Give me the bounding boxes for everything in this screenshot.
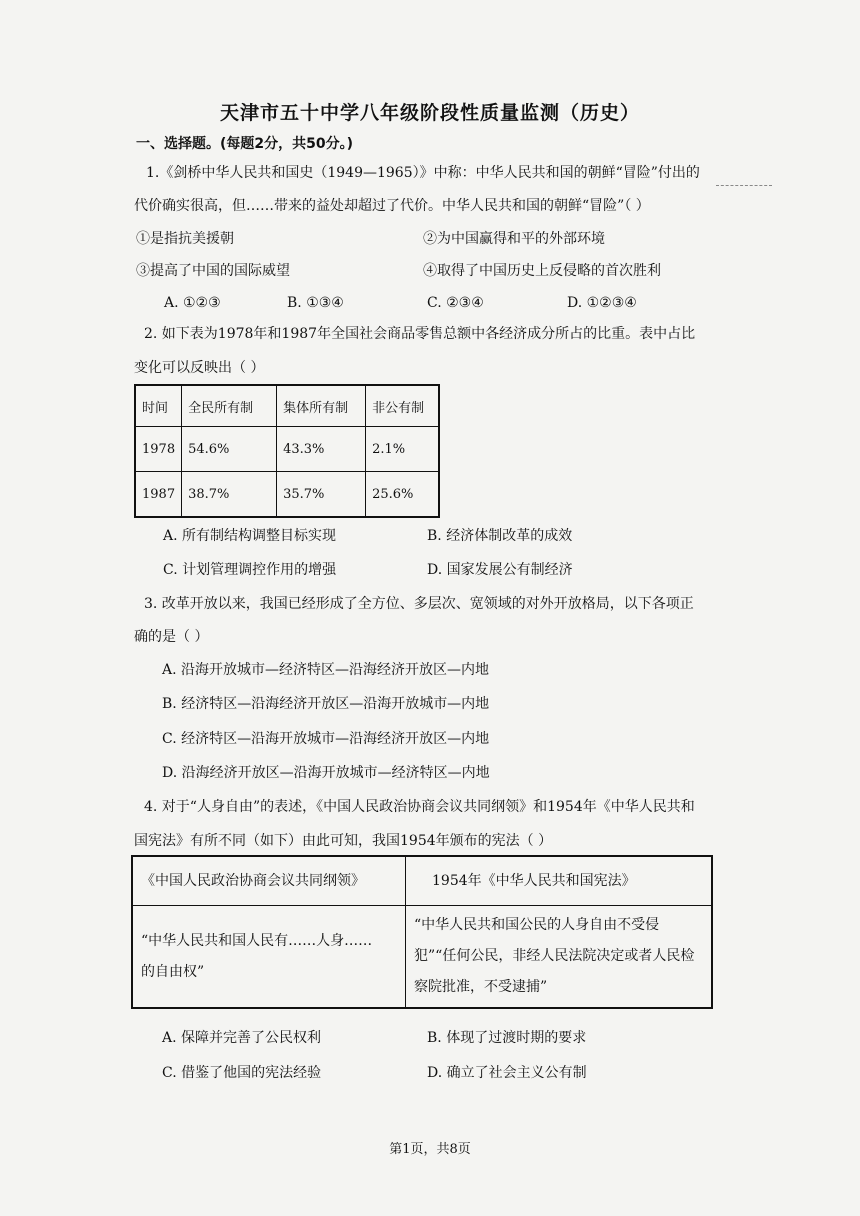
table-cell: 1978 bbox=[135, 427, 182, 472]
q3-stem-line2: 确的是（ ） bbox=[134, 629, 209, 645]
table-cell: 35.7% bbox=[277, 472, 366, 518]
table-cell: 1987 bbox=[135, 472, 182, 518]
q1-option-d[interactable]: D. ①②③④ bbox=[567, 295, 637, 311]
table-header-cell: 1954年《中华人民共和国宪法》 bbox=[406, 856, 713, 906]
table-header-cell: 集体所有制 bbox=[277, 385, 366, 427]
section-heading: 一、选择题。(每题2分，共50分。) bbox=[136, 136, 354, 152]
q4-option-a[interactable]: A. 保障并完善了公民权利 bbox=[162, 1030, 322, 1046]
q2-option-d[interactable]: D. 国家发展公有制经济 bbox=[427, 562, 573, 578]
q4-option-d[interactable]: D. 确立了社会主义公有制 bbox=[427, 1065, 587, 1081]
table-header-cell: 时间 bbox=[135, 385, 182, 427]
q3-option-a[interactable]: A. 沿海开放城市—经济特区—沿海经济开放区—内地 bbox=[162, 662, 490, 678]
scan-mark bbox=[716, 185, 772, 186]
cell-line: “中华人民共和国人民有……人身…… bbox=[141, 932, 373, 949]
table-row bbox=[135, 472, 439, 518]
q3-stem-line1: 3. 改革开放以来，我国已经形成了全方位、多层次、宽领域的对外开放格局，以下各项正 bbox=[144, 596, 694, 612]
q1-statement-4: ④取得了中国历史上反侵略的首次胜利 bbox=[423, 263, 661, 279]
table-cell: 38.7% bbox=[182, 472, 277, 518]
q2-stem-line1: 2. 如下表为1978年和1987年全国社会商品零售总额中各经济成分所占的比重。表中占比 bbox=[144, 326, 696, 342]
table-cell: 25.6% bbox=[366, 472, 440, 518]
q1-option-a[interactable]: A. ①②③ bbox=[164, 295, 221, 311]
q1-stem-line1: 1.《剑桥中华人民共和国史（1949—1965）》中称：中华人民共和国的朝鲜“冒险”付出的 bbox=[146, 165, 700, 181]
q4-option-b[interactable]: B. 体现了过渡时期的要求 bbox=[427, 1030, 587, 1046]
q3-option-c[interactable]: C. 经济特区—沿海开放城市—沿海经济开放区—内地 bbox=[162, 731, 490, 747]
table-cell: 43.3% bbox=[277, 427, 366, 472]
table-header-row bbox=[132, 856, 712, 906]
table-cell: 2.1% bbox=[366, 427, 440, 472]
table-row bbox=[135, 427, 439, 472]
page-footer: 第1页，共8页 bbox=[389, 1142, 471, 1157]
q2-option-a[interactable]: A. 所有制结构调整目标实现 bbox=[163, 528, 337, 544]
q3-option-d[interactable]: D. 沿海经济开放区—沿海开放城市—经济特区—内地 bbox=[162, 765, 490, 781]
page-title: 天津市五十中学八年级阶段性质量监测（历史） bbox=[219, 102, 640, 124]
q2-option-c[interactable]: C. 计划管理调控作用的增强 bbox=[163, 562, 337, 578]
table-header-cell: 全民所有制 bbox=[182, 385, 277, 427]
cell-line: 犯”“任何公民，非经人民法院决定或者人民检 bbox=[414, 948, 695, 964]
q4-stem-line2: 国宪法》有所不同（如下）由此可知，我国1954年颁布的宪法（ ） bbox=[134, 833, 553, 849]
q2-stem-line2: 变化可以反映出（ ） bbox=[134, 360, 265, 376]
table-header-cell: 非公有制 bbox=[366, 385, 440, 427]
q2-table bbox=[134, 384, 440, 518]
q1-stem-line2: 代价确实很高，但……带来的益处却超过了代价。中华人民共和国的朝鲜“冒险”（ ） bbox=[134, 198, 650, 214]
cell-line: “中华人民共和国公民的人身自由不受侵 bbox=[414, 917, 660, 933]
q1-statement-3: ③提高了中国的国际威望 bbox=[136, 263, 290, 279]
q2-option-b[interactable]: B. 经济体制改革的成效 bbox=[427, 528, 573, 544]
cell-line: 的自由权” bbox=[141, 963, 205, 980]
q4-option-c[interactable]: C. 借鉴了他国的宪法经验 bbox=[162, 1065, 322, 1081]
table-header-cell: 《中国人民政治协商会议共同纲领》 bbox=[132, 856, 406, 906]
table-header-row bbox=[135, 385, 439, 427]
table-cell bbox=[406, 906, 713, 1009]
q4-stem-line1: 4. 对于“人身自由”的表述，《中国人民政治协商会议共同纲领》和1954年《中华人民共和 bbox=[144, 799, 695, 815]
q1-option-b[interactable]: B. ①③④ bbox=[287, 295, 344, 311]
cell-line: 察院批准，不受逮捕” bbox=[414, 979, 548, 995]
q3-option-b[interactable]: B. 经济特区—沿海经济开放区—沿海开放城市—内地 bbox=[162, 696, 490, 712]
table-row bbox=[132, 906, 712, 1009]
q1-option-c[interactable]: C. ②③④ bbox=[427, 295, 484, 311]
q4-table bbox=[131, 855, 713, 1009]
q1-statement-2: ②为中国赢得和平的外部环境 bbox=[423, 231, 605, 247]
q1-statement-1: ①是指抗美援朝 bbox=[136, 231, 234, 247]
table-cell: 54.6% bbox=[182, 427, 277, 472]
table-cell bbox=[132, 906, 406, 1009]
